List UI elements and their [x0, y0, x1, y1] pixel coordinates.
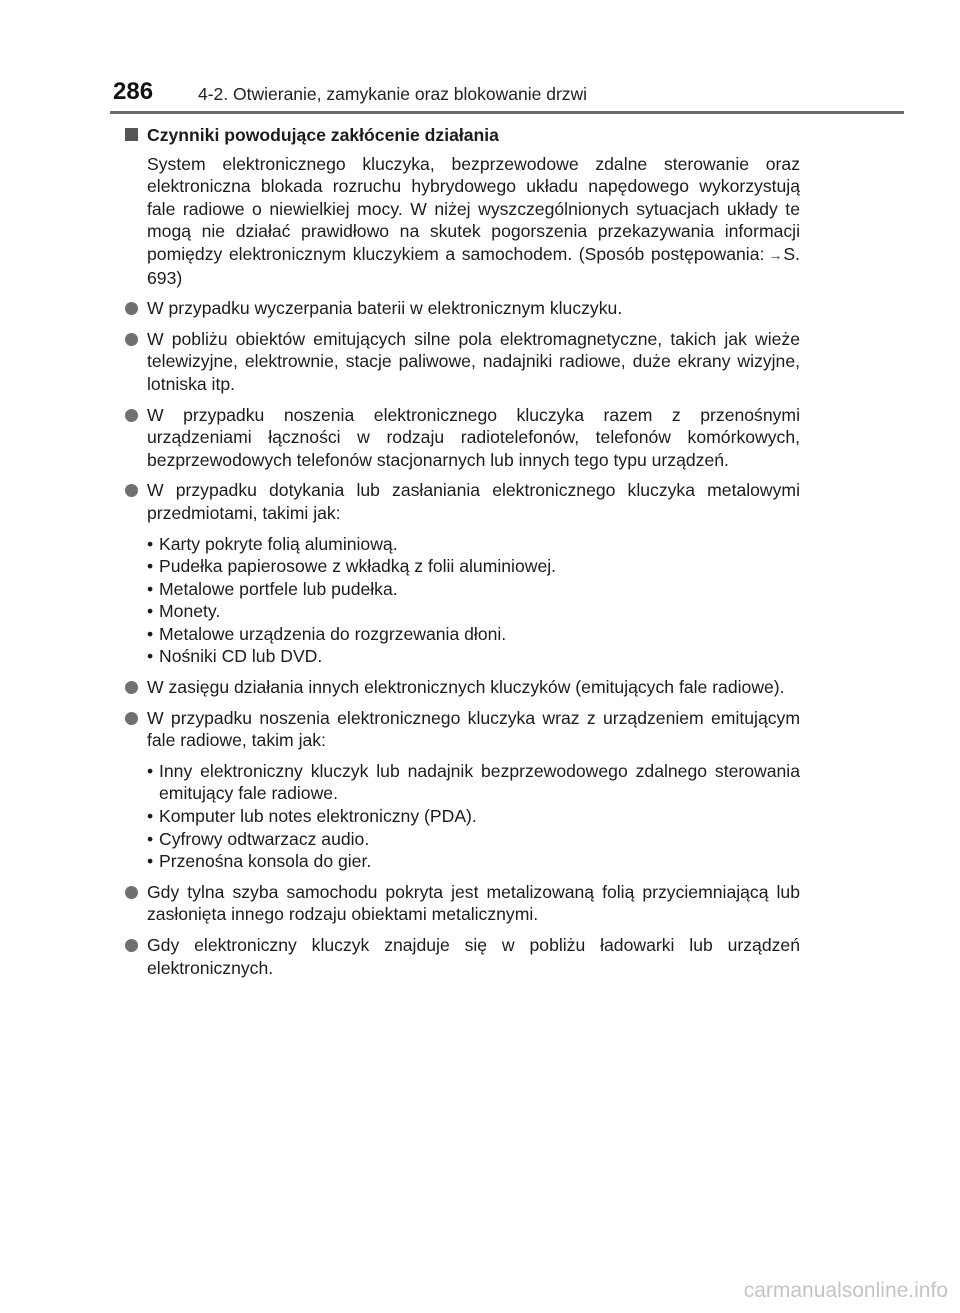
- sub-list-text: Inny elektroniczny kluczyk lub nadajnik bezprzewodowego zdalnego sterowania emitujący fale radiowe.: [159, 760, 800, 804]
- header-divider: [110, 111, 904, 114]
- watermark: carmanualsonline.info: [743, 1279, 948, 1302]
- small-dot-icon: •: [147, 851, 154, 872]
- sub-list-text: Komputer lub notes elektroniczny (PDA).: [159, 806, 477, 827]
- sub-list-item: [147, 805, 800, 828]
- sub-list-item: [147, 623, 800, 646]
- circle-bullet-icon: [125, 302, 138, 315]
- main-content: [124, 124, 800, 979]
- page-number: 286: [113, 78, 154, 105]
- sub-list: [124, 760, 800, 873]
- sub-list-text: Metalowe urządzenia do rozgrzewania dłoni.: [159, 623, 507, 644]
- bullet-text: W zasięgu działania innych elektronicznych kluczyków (emitujących fale radiowe).: [147, 677, 785, 698]
- sub-list-item: [147, 828, 800, 851]
- bullet-text: Gdy tylna szyba samochodu pokryta jest metalizowaną folią przyciemniającą lub zasłonięta innego rodzaju obiektami metalicznymi.: [147, 881, 800, 925]
- bullet-text: W przypadku noszenia elektronicznego kluczyka wraz z urządzeniem emitującym fale radiowe, takim jak:: [147, 707, 800, 751]
- bullet-text: W pobliżu obiektów emitujących silne pola elektromagnetyczne, takich jak wieże telewizyjne, elektrownie, stacje paliwowe, nadajniki radiowe, duże ekrany wizyjne, lotniska itp.: [147, 328, 800, 394]
- sub-list: [124, 533, 800, 669]
- circle-bullet-icon: [125, 484, 138, 497]
- sub-list-text: Nośniki CD lub DVD.: [159, 646, 323, 667]
- sub-list-item: [147, 555, 800, 578]
- bullet-text: W przypadku wyczerpania baterii w elektronicznym kluczyku.: [147, 298, 623, 319]
- sub-list-text: Karty pokryte folią aluminiową.: [159, 533, 398, 554]
- small-dot-icon: •: [147, 806, 154, 827]
- small-dot-icon: •: [147, 601, 154, 622]
- sub-list-item: [147, 760, 800, 805]
- bullet-list: [124, 297, 800, 979]
- bullet-item: [124, 707, 800, 752]
- bullet-item: [124, 404, 800, 472]
- square-bullet-icon: [125, 128, 138, 141]
- bullet-text: W przypadku noszenia elektronicznego kluczyka razem z przenośnymi urządzeniami łączności w rodzaju radiotelefonów, telefonów komórkowych, bezprzewodowych telefonów stacjonarnych lub innych tego typu urządzeń.: [147, 404, 800, 470]
- small-dot-icon: •: [147, 533, 154, 554]
- circle-bullet-icon: [125, 939, 138, 952]
- sub-list-text: Metalowe portfele lub pudełka.: [159, 578, 398, 599]
- page-header: [110, 78, 904, 114]
- small-dot-icon: •: [147, 556, 154, 577]
- bullet-item: [124, 479, 800, 524]
- chapter-title: 4-2. Otwieranie, zamykanie oraz blokowanie drzwi: [198, 84, 588, 104]
- sub-list-item: [147, 850, 800, 873]
- bullet-item: [124, 676, 800, 699]
- bullet-text: Gdy elektroniczny kluczyk znajduje się w pobliżu ładowarki lub urządzeń elektronicznych.: [147, 935, 800, 978]
- section-heading-text: Czynniki powodujące zakłócenie działania: [147, 125, 499, 145]
- intro-text: System elektronicznego kluczyka, bezprzewodowe zdalne sterowanie oraz elektroniczna blokada rozruchu hybrydowego układu napędowego wykorzystują fale radiowe o niewielkiej mocy. W niżej wyszczególnionych sytuacjach układy te mogą nie działać prawidłowo na skutek pogorszenia przekazywania informacji pomiędzy elektronicznym kluczykiem a samochodem. (Sposób postępowania:: [147, 153, 800, 264]
- sub-list-text: Monety.: [159, 601, 221, 622]
- page-reference-link[interactable]: S. 693): [147, 243, 800, 288]
- bullet-item: [124, 328, 800, 396]
- small-dot-icon: •: [147, 828, 154, 849]
- bullet-item: [124, 934, 800, 979]
- circle-bullet-icon: [125, 712, 138, 725]
- circle-bullet-icon: [125, 886, 138, 899]
- sub-list-item: [147, 600, 800, 623]
- small-dot-icon: •: [147, 578, 154, 599]
- sub-list-item: [147, 533, 800, 556]
- small-dot-icon: •: [147, 623, 154, 644]
- sub-list-item: [147, 645, 800, 668]
- sub-list-text: Cyfrowy odtwarzacz audio.: [159, 828, 370, 849]
- intro-paragraph: [124, 153, 800, 290]
- sub-list-item: [147, 578, 800, 601]
- arrow-right-icon: →: [768, 246, 783, 263]
- bullet-text: W przypadku dotykania lub zasłaniania elektronicznego kluczyka metalowymi przedmiotami, takimi jak:: [147, 480, 800, 523]
- small-dot-icon: •: [147, 760, 154, 781]
- small-dot-icon: •: [147, 646, 154, 667]
- circle-bullet-icon: [125, 681, 138, 694]
- sub-list-text: Pudełka papierosowe z wkładką z folii aluminiowej.: [159, 556, 557, 577]
- bullet-item: [124, 297, 800, 320]
- sub-list-text: Przenośna konsola do gier.: [159, 851, 372, 872]
- section-heading: [124, 124, 800, 147]
- circle-bullet-icon: [125, 409, 138, 422]
- circle-bullet-icon: [125, 333, 138, 346]
- bullet-item: [124, 881, 800, 926]
